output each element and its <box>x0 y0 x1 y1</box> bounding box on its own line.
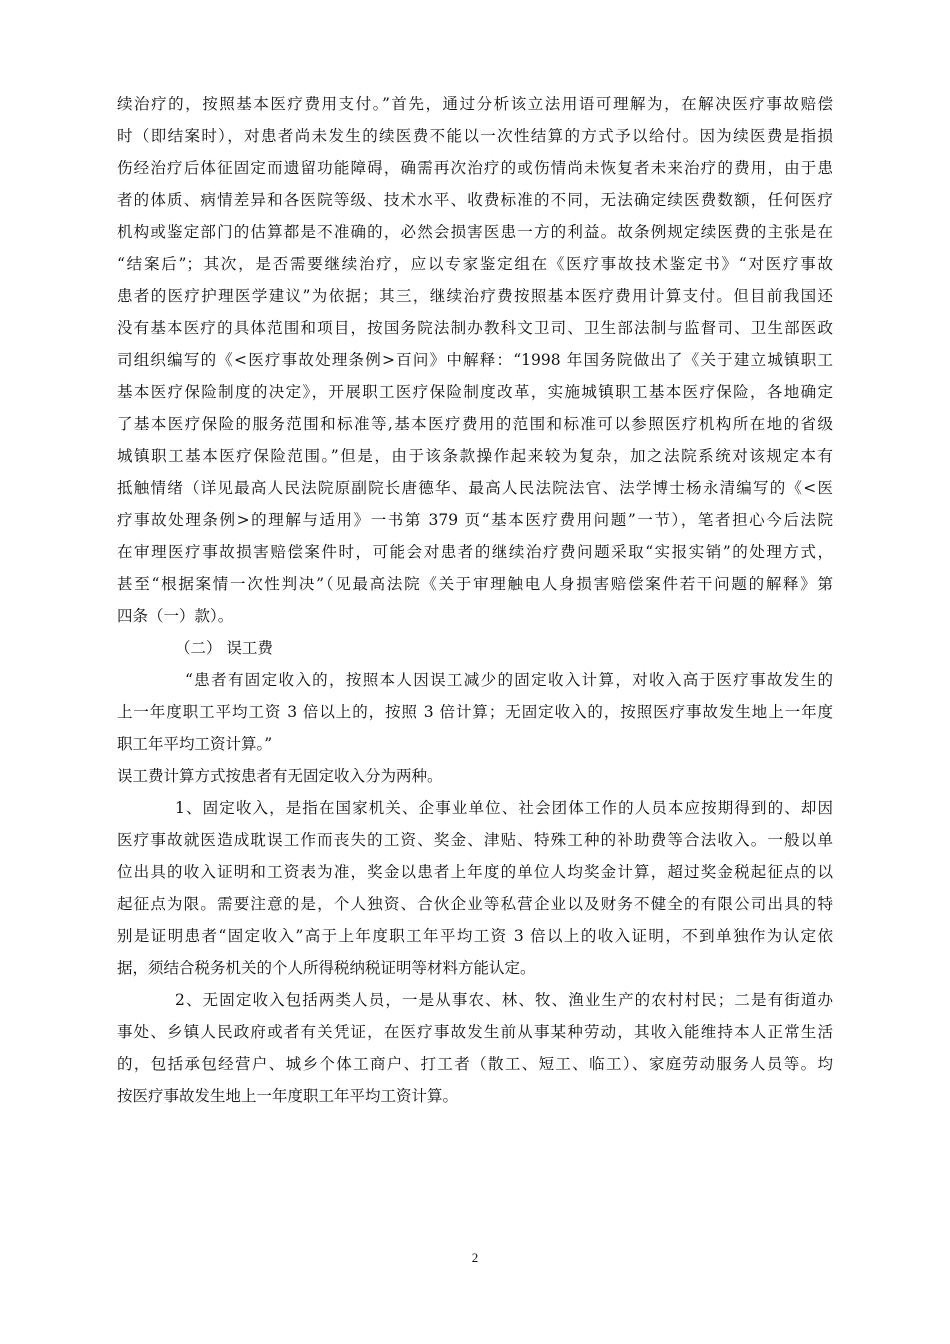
text-line: 按医疗事故发生地上一年度职工年平均工资计算。 <box>117 1087 459 1105</box>
body-paragraph <box>117 88 833 632</box>
text-line: 误工费计算方式按患者有无固定收入分为两种。 <box>117 767 443 785</box>
page-number: 2 <box>471 1250 479 1265</box>
text-line: “患者有固定收入的，按照本人因误工减少的固定收入计算，对收入高于医疗事故发生的 <box>185 671 833 689</box>
text-line: 起征点为限。需要注意的是，个人独资、合伙企业等私营企业以及财务不健全的有限公司出具的特 <box>117 895 833 913</box>
section-heading <box>117 632 833 664</box>
text-line: 抵触情绪（详见最高人民法院原副院长唐德华、最高人民法院法官、法学博士杨永清编写的《<医 <box>117 479 833 497</box>
item-paragraph-fixed-income <box>117 792 833 984</box>
text-line: 医疗事故就医造成耽误工作而丧失的工资、奖金、津贴、特殊工种的补助费等合法收入。一般以单 <box>117 831 833 849</box>
text-line: 机构或鉴定部门的估算都是不准确的，必然会损害医患一方的利益。故条例规定续医费的主张是在 <box>117 223 833 241</box>
text-line: 四条（一）款）。 <box>117 607 234 625</box>
text-line: 续治疗的，按照基本医疗费用支付。”首先，通过分析该立法用语可理解为，在解决医疗事故赔偿 <box>117 95 833 113</box>
text-line: 城镇职工基本医疗保险范围。”但是，由于该条款操作起来较为复杂，加之法院系统对该规定本有 <box>117 447 833 465</box>
heading-text: （二） 误工费 <box>175 639 273 657</box>
plain-paragraph <box>117 760 833 792</box>
text-line: “结案后”；其次，是否需要继续治疗，应以专家鉴定组在《医疗事故技术鉴定书》“对医疗事故 <box>117 255 833 273</box>
quote-paragraph <box>117 664 833 760</box>
text-line: 司组织编写的《<医疗事故处理条例>百问》中解释：“1998 年国务院做出了《关于建立城镇职工 <box>117 351 833 369</box>
text-line: 甚至“根据案情一次性判决”（见最高法院《关于审理触电人身损害赔偿案件若干问题的解释》第 <box>117 575 833 593</box>
text-line: 基本医疗保险制度的决定》，开展职工医疗保险制度改革，实施城镇职工基本医疗保险，各地确定 <box>117 383 833 401</box>
text-line: 别是证明患者“固定收入”高于上年度职工年平均工资 3 倍以上的收入证明，不到单独作为认定依 <box>117 927 833 945</box>
text-line: 2、无固定收入包括两类人员，一是从事农、林、牧、渔业生产的农村村民；二是有街道办 <box>175 991 833 1009</box>
text-line: 伤经治疗后体征固定而遗留功能障碍，确需再次治疗的或伤情尚未恢复者未来治疗的费用，由于患 <box>117 159 833 177</box>
item-paragraph-no-fixed-income <box>117 984 833 1112</box>
text-line: 上一年度职工平均工资 3 倍以上的，按照 3 倍计算；无固定收入的，按照医疗事故发生地上一年度 <box>117 703 833 721</box>
text-line: 的，包括承包经营户、城乡个体工商户、打工者（散工、短工、临工）、家庭劳动服务人员等。均 <box>117 1055 833 1073</box>
text-line: 患者的医疗护理医学建议”为依据；其三，继续治疗费按照基本医疗费用计算支付。但目前我国还 <box>117 287 833 305</box>
text-line: 者的体质、病情差异和各医院等级、技术水平、收费标准的不同，无法确定续医费数额，任何医疗 <box>117 191 833 209</box>
text-line: 没有基本医疗的具体范围和项目，按国务院法制办教科文卫司、卫生部法制与监督司、卫生部医政 <box>117 319 833 337</box>
text-line: 位出具的收入证明和工资表为准，奖金以患者上年度的单位人均奖金计算，超过奖金税起征点的以 <box>117 863 833 881</box>
text-line: 据，须结合税务机关的个人所得税纳税证明等材料方能认定。 <box>117 959 536 977</box>
text-line: 事处、乡镇人民政府或者有关凭证，在医疗事故发生前从事某种劳动，其收入能维持本人正常生活 <box>117 1023 833 1041</box>
text-line: 时（即结案时），对患者尚未发生的续医费不能以一次性结算的方式予以给付。因为续医费是指损 <box>117 127 833 145</box>
document-body <box>117 88 833 1112</box>
text-line: 在审理医疗事故损害赔偿案件时，可能会对患者的继续治疗费问题采取“实报实销”的处理方式， <box>117 543 833 561</box>
text-line: 疗事故处理条例>的理解与适用》一书第 379 页“基本医疗费用问题”一节），笔者担心今后法院 <box>117 511 833 529</box>
text-line: 职工年平均工资计算。” <box>117 735 273 753</box>
text-line: 1、固定收入，是指在国家机关、企事业单位、社会团体工作的人员本应按期得到的、却因 <box>175 799 833 817</box>
text-line: 了基本医疗保险的服务范围和标准等,基本医疗费用的范围和标准可以参照医疗机构所在地的省级 <box>117 415 833 433</box>
